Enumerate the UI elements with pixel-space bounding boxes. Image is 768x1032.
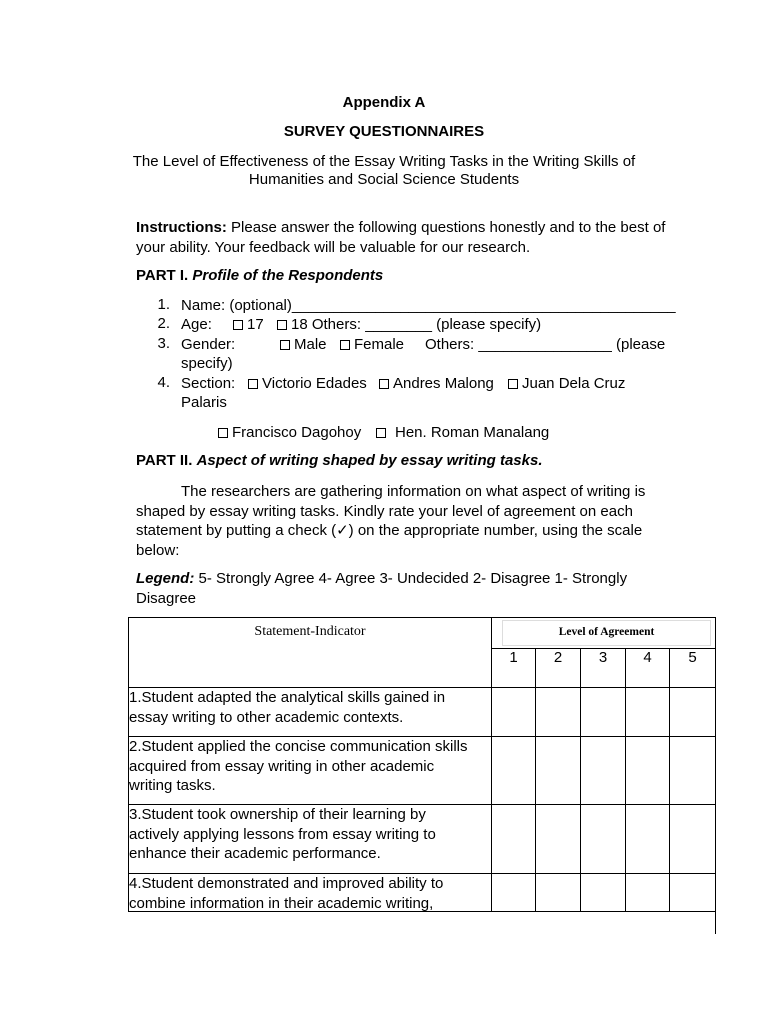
level-of-agreement-header: Level of Agreement [502,620,711,646]
checkbox-icon[interactable] [248,379,258,389]
section-label: Section: [181,375,236,392]
page-cutoff [128,911,715,1032]
legend-text-1: 5- Strongly Agree 4- Agree 3- Undecided 2- Disagree 1- Strongly [198,570,628,587]
part2-paragraph [136,482,696,560]
age-label: Age: [181,316,212,333]
section-option-andres-malong[interactable]: Andres Malong [379,374,494,394]
checkbox-icon[interactable] [340,340,350,350]
appendix-label: Appendix A [342,94,426,111]
scale-header-1: 1 [492,649,536,688]
name-field[interactable]: Name: (optional)______________________________________________ [181,297,676,314]
gender-option-female[interactable]: Female [340,335,404,355]
profile-list [150,296,710,446]
scale-header-3: 3 [581,649,626,688]
legend-label: Legend: [136,570,195,587]
rating-cell[interactable] [492,688,536,737]
instructions-text-1: Please answer the following questions honestly and to the best of [231,219,666,236]
section-option-juan-dela-cruz[interactable]: Juan Dela Cruz [508,374,625,394]
gender-option-male[interactable]: Male [280,335,327,355]
instructions [136,218,676,257]
gender-option-others[interactable]: Others: ________________ (please [425,336,666,353]
checkbox-icon[interactable] [233,320,243,330]
checkbox-icon[interactable] [379,379,389,389]
list-number: 3. [157,335,170,352]
part2-text-3: statement by putting a check (✓) on the appropriate number, using the scale [136,522,643,539]
checkbox-icon[interactable] [376,428,386,438]
table-row [129,688,716,737]
subtitle-line-2: Humanities and Social Science Students [248,171,520,188]
part2-text-4: below: [136,541,180,559]
statement-cell: 4.Student demonstrated and improved ability to combine information in their academic writing, [129,874,492,934]
part1-heading [136,267,383,284]
rating-cell[interactable] [581,805,626,874]
rating-cell[interactable] [670,688,716,737]
list-number: 4. [157,374,170,391]
rating-cell[interactable] [492,737,536,805]
rating-cell[interactable] [536,805,581,874]
rating-cell[interactable] [626,805,670,874]
legend-text-2: Disagree [136,589,197,607]
scale-header-4: 4 [626,649,670,688]
list-number: 2. [157,315,170,332]
age-option-17[interactable]: 17 [233,315,264,335]
scale-header-5: 5 [670,649,716,688]
part2-label: PART II. [136,452,193,469]
gender-others-cont: specify) [181,355,233,372]
rating-cell[interactable] [626,737,670,805]
rating-cell[interactable] [536,737,581,805]
checkbox-icon[interactable] [508,379,518,389]
rating-cell[interactable] [536,688,581,737]
survey-table [128,617,716,934]
checkbox-icon[interactable] [277,320,287,330]
statement-indicator-header: Statement-Indicator [129,618,492,688]
list-number: 1. [157,296,170,313]
part1-title: Profile of the Respondents [192,267,384,284]
part2-heading [136,452,543,469]
checkbox-icon[interactable] [280,340,290,350]
age-option-18-others[interactable]: 18 Others: ________ (please specify) [277,315,541,335]
rating-cell[interactable] [581,737,626,805]
section-option-victorio-edades[interactable]: Victorio Edades [248,374,367,394]
table-row [129,737,716,805]
subtitle-line-1: The Level of Effectiveness of the Essay Writing Tasks in the Writing Skills of [132,153,636,170]
part2-title: Aspect of writing shaped by essay writing tasks. [196,452,543,469]
rating-cell[interactable] [670,805,716,874]
rating-cell[interactable] [670,737,716,805]
section-option-hen-roman-manalang[interactable]: Hen. Roman Manalang [376,423,549,443]
legend [136,569,696,608]
rating-cell[interactable] [492,805,536,874]
instructions-label: Instructions: [136,219,227,236]
table-row [129,805,716,874]
part1-label: PART I. [136,267,189,284]
statement-cell: 3.Student took ownership of their learning by actively applying lessons from essay writing to enhance their academic performance. [129,805,492,874]
instructions-text-2: your ability. Your feedback will be valuable for our research. [136,238,531,256]
section-option-francisco-dagohoy[interactable]: Francisco Dagohoy [218,423,361,443]
scale-header-2: 2 [536,649,581,688]
part2-text-1: The researchers are gathering information on what aspect of writing is [181,483,646,500]
gender-label: Gender: [181,336,236,353]
statement-cell: 1.Student adapted the analytical skills gained in essay writing to other academic contexts. [129,688,492,737]
page-title: SURVEY QUESTIONNAIRES [283,123,485,140]
checkbox-icon[interactable] [218,428,228,438]
rating-cell[interactable] [581,688,626,737]
statement-cell: 2.Student applied the concise communication skills acquired from essay writing in other academic writing tasks. [129,737,492,805]
part2-text-2: shaped by essay writing tasks. Kindly rate your level of agreement on each [136,502,633,520]
level-of-agreement-cell [492,618,716,649]
rating-cell[interactable] [626,688,670,737]
section-cont-palaris: Palaris [181,394,227,411]
